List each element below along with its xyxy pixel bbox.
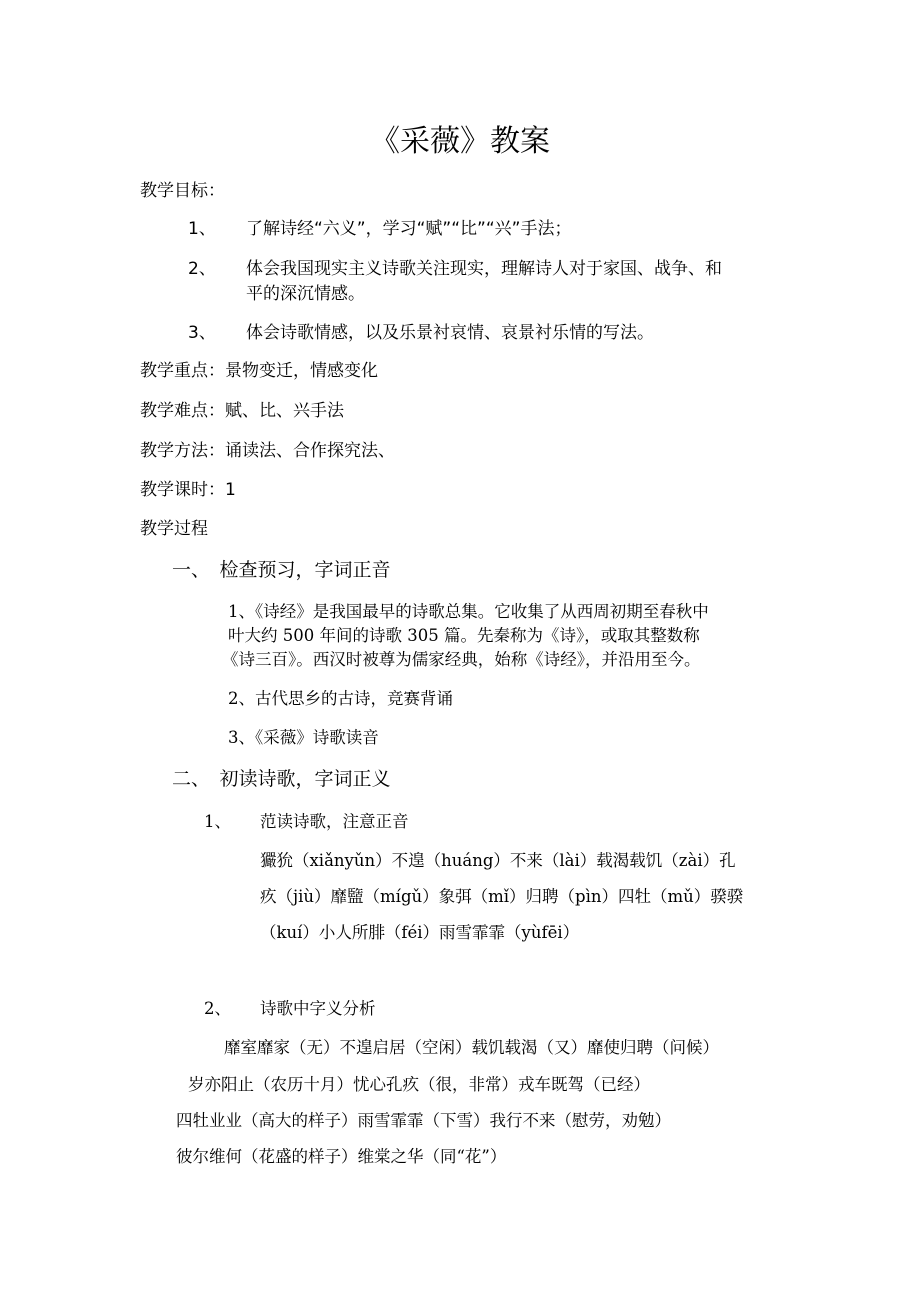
- sub-1-text: 范读诗歌，注意正音: [260, 812, 409, 831]
- goal-2-text: 体会我国现实主义诗歌关注现实，理解诗人对于家国、战争、和: [246, 259, 722, 279]
- pronunciation-line-1: 玁狁（xiǎnyǔn）不遑（huáng）不来（lài）载渴载饥（zài）孔: [260, 851, 736, 870]
- sub-1-num: 1、: [204, 812, 231, 831]
- goal-1-num: 1、: [188, 219, 216, 239]
- pronunciation-line-3: （kuí）小人所腓（féi）雨雪霏霏（yùfēi）: [260, 923, 580, 942]
- section-2-heading: 二、 初读诗歌，字词正义: [172, 768, 391, 790]
- meaning-line-1: 靡室靡家（无）不遑启居（空闲）载饥载渴（又）靡使归聘（问候）: [224, 1038, 719, 1057]
- section-1-p1-line3: 《诗三百》。西汉时被尊为儒家经典，始称《诗经》，并沿用至今。: [222, 650, 701, 669]
- goals-heading: 教学目标：: [140, 181, 225, 201]
- goal-2-num: 2、: [188, 259, 216, 279]
- pronunciation-line-2: 疚（jiù）靡盬（mígǔ）象弭（mǐ）归聘（pìn）四牡（mǔ）骙骙: [260, 887, 744, 906]
- goal-3-text: 体会诗歌情感，以及乐景衬哀情、哀景衬乐情的写法。: [246, 323, 654, 343]
- class-hours: 教学课时：1: [140, 480, 236, 500]
- key-point: 教学重点：景物变迁，情感变化: [140, 361, 378, 381]
- goal-3-num: 3、: [188, 323, 216, 343]
- meaning-line-4: 彼尔维何（花盛的样子）维棠之华（同“花”）: [176, 1147, 507, 1166]
- meaning-line-3: 四牡业业（高大的样子）雨雪霏霏（下雪）我行不来（慰劳，劝勉）: [176, 1111, 671, 1130]
- sub-2-text: 诗歌中字义分析: [260, 999, 376, 1018]
- section-1-heading: 一、 检查预习，字词正音: [172, 559, 391, 581]
- process-heading: 教学过程: [140, 519, 208, 539]
- sub-2-num: 2、: [204, 999, 231, 1018]
- meaning-line-2: 岁亦阳止（农历十月）忧心孔疚（很，非常）戎车既驾（已经）: [188, 1075, 650, 1094]
- section-1-p3: 3、《采薇》诗歌读音: [228, 728, 379, 747]
- page-title: 《采薇》教案: [370, 124, 550, 159]
- section-1-p1-line2: 叶大约 500 年间的诗歌 305 篇。先秦称为《诗》，或取其整数称: [228, 626, 700, 645]
- section-1-p1-line1: 1、《诗经》是我国最早的诗歌总集。它收集了从西周初期至春秋中: [228, 602, 709, 621]
- method: 教学方法：诵读法、合作探究法、: [140, 441, 395, 461]
- goal-2-text-cont: 平的深沉情感。: [246, 284, 365, 304]
- difficulty: 教学难点：赋、比、兴手法: [140, 401, 344, 421]
- section-1-p2: 2、古代思乡的古诗，竞赛背诵: [228, 689, 453, 708]
- goal-1-text: 了解诗经“六义”，学习“赋”“比”“兴”手法；: [246, 219, 572, 239]
